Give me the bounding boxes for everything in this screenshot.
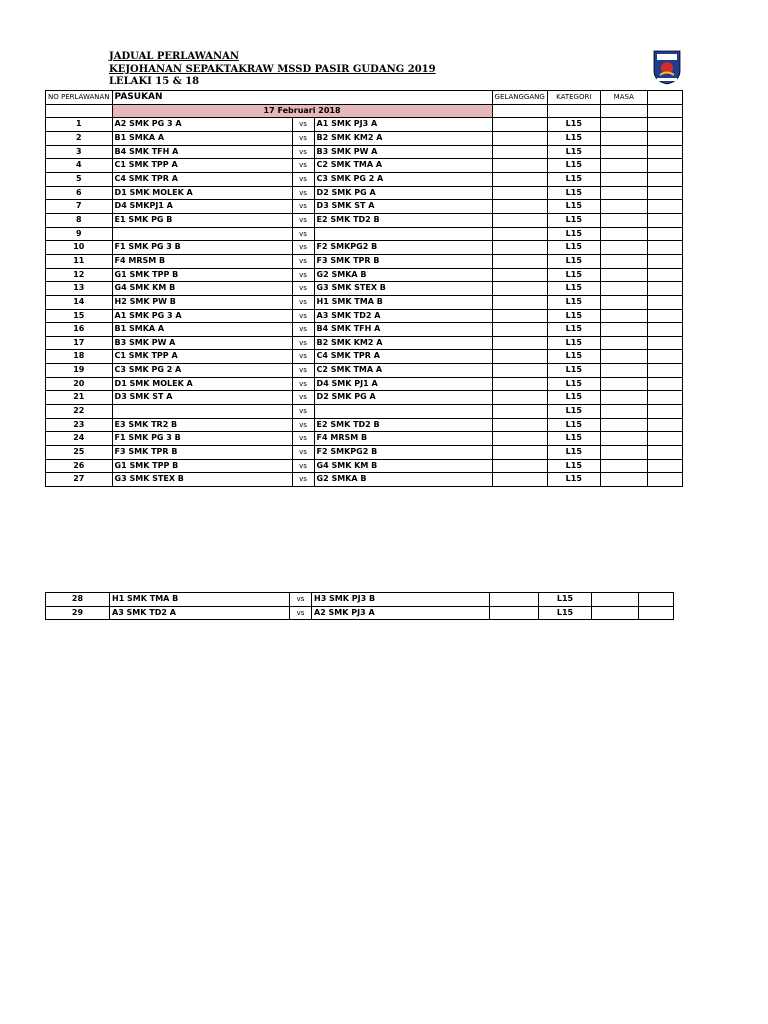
extra-cell xyxy=(647,118,682,132)
gelanggang-cell xyxy=(492,254,547,268)
kategori-cell: L15 xyxy=(547,159,600,173)
team-b: G4 SMK KM B xyxy=(314,459,492,473)
vs-label: vs xyxy=(292,131,314,145)
gelanggang-cell xyxy=(492,241,547,255)
team-b: B3 SMK PW A xyxy=(314,145,492,159)
table-row xyxy=(46,364,683,378)
match-number: 26 xyxy=(46,459,113,473)
table-row xyxy=(46,145,683,159)
masa-cell xyxy=(600,268,647,282)
table-row xyxy=(46,186,683,200)
masa-cell xyxy=(600,418,647,432)
masa-cell xyxy=(600,459,647,473)
extra-cell xyxy=(647,309,682,323)
kategori-cell: L15 xyxy=(539,606,592,620)
masa-cell xyxy=(600,323,647,337)
match-number: 10 xyxy=(46,241,113,255)
extra-cell xyxy=(647,131,682,145)
table-row xyxy=(46,295,683,309)
masa-cell xyxy=(600,213,647,227)
kategori-cell: L15 xyxy=(547,200,600,214)
masa-cell xyxy=(600,145,647,159)
col-header-blank xyxy=(647,91,682,105)
table-row xyxy=(46,350,683,364)
masa-cell xyxy=(600,446,647,460)
table-row xyxy=(46,241,683,255)
extra-cell xyxy=(647,172,682,186)
extra-cell xyxy=(647,364,682,378)
extra-cell xyxy=(647,459,682,473)
extra-cell xyxy=(647,295,682,309)
kategori-cell: L15 xyxy=(547,145,600,159)
vs-label: vs xyxy=(292,473,314,487)
vs-label: vs xyxy=(292,118,314,132)
team-a: B4 SMK TFH A xyxy=(112,145,292,159)
extra-cell xyxy=(647,200,682,214)
match-number: 16 xyxy=(46,323,113,337)
team-b: A2 SMK PJ3 A xyxy=(312,606,490,620)
team-b: C2 SMK TMA A xyxy=(314,364,492,378)
team-a: A1 SMK PG 3 A xyxy=(112,309,292,323)
team-b: C3 SMK PG 2 A xyxy=(314,172,492,186)
table-row xyxy=(46,268,683,282)
extra-cell xyxy=(647,254,682,268)
match-number: 18 xyxy=(46,350,113,364)
team-a: D1 SMK MOLEK A xyxy=(112,377,292,391)
table-row xyxy=(46,473,683,487)
kategori-cell: L15 xyxy=(547,172,600,186)
extra-match-rows xyxy=(46,593,674,620)
gelanggang-cell xyxy=(492,282,547,296)
extra-cell xyxy=(647,159,682,173)
extra-cell xyxy=(647,391,682,405)
team-b: A1 SMK PJ3 A xyxy=(314,118,492,132)
date-row-blank xyxy=(46,104,113,118)
team-b xyxy=(314,227,492,241)
gelanggang-cell xyxy=(490,606,539,620)
team-a: C4 SMK TPR A xyxy=(112,172,292,186)
col-header-masa: MASA xyxy=(600,91,647,105)
match-number: 15 xyxy=(46,309,113,323)
team-a: A2 SMK PG 3 A xyxy=(112,118,292,132)
masa-cell xyxy=(600,405,647,419)
tournament-title: KEJOHANAN SEPAKTAKRAW MSSD PASIR GUDANG 2019 xyxy=(109,63,436,75)
gelanggang-cell xyxy=(492,200,547,214)
gelanggang-cell xyxy=(492,186,547,200)
gelanggang-cell xyxy=(492,295,547,309)
kategori-cell: L15 xyxy=(547,336,600,350)
match-number: 3 xyxy=(46,145,113,159)
kategori-cell: L15 xyxy=(547,268,600,282)
gelanggang-cell xyxy=(492,227,547,241)
team-b: C4 SMK TPR A xyxy=(314,350,492,364)
kategori-cell: L15 xyxy=(547,391,600,405)
team-b: E2 SMK TD2 B xyxy=(314,418,492,432)
team-a: B1 SMKA A xyxy=(112,131,292,145)
gelanggang-cell xyxy=(492,172,547,186)
masa-cell xyxy=(600,118,647,132)
team-a: B3 SMK PW A xyxy=(112,336,292,350)
team-a: G3 SMK STEX B xyxy=(112,473,292,487)
masa-cell xyxy=(600,350,647,364)
team-b: F4 MRSM B xyxy=(314,432,492,446)
team-a: D1 SMK MOLEK A xyxy=(112,186,292,200)
gelanggang-cell xyxy=(492,309,547,323)
team-a xyxy=(112,227,292,241)
team-b: A3 SMK TD2 A xyxy=(314,309,492,323)
vs-label: vs xyxy=(292,323,314,337)
table-row xyxy=(46,159,683,173)
gelanggang-cell xyxy=(492,459,547,473)
gelanggang-cell xyxy=(492,159,547,173)
team-b: B4 SMK TFH A xyxy=(314,323,492,337)
vs-label: vs xyxy=(292,459,314,473)
table-row xyxy=(46,418,683,432)
match-number: 20 xyxy=(46,377,113,391)
extra-cell xyxy=(647,268,682,282)
extra-cell xyxy=(647,446,682,460)
team-a: F1 SMK PG 3 B xyxy=(112,241,292,255)
team-a: C1 SMK TPP A xyxy=(112,350,292,364)
gelanggang-cell xyxy=(492,377,547,391)
match-rows xyxy=(46,118,683,487)
team-a: G4 SMK KM B xyxy=(112,282,292,296)
team-b: H3 SMK PJ3 B xyxy=(312,593,490,607)
extra-cell xyxy=(647,227,682,241)
kategori-cell: L15 xyxy=(547,446,600,460)
match-number: 8 xyxy=(46,213,113,227)
gelanggang-cell xyxy=(492,336,547,350)
kategori-cell: L15 xyxy=(547,405,600,419)
kategori-cell: L15 xyxy=(547,213,600,227)
extra-cell xyxy=(647,241,682,255)
match-number: 17 xyxy=(46,336,113,350)
masa-cell xyxy=(600,377,647,391)
vs-label: vs xyxy=(292,309,314,323)
match-number: 28 xyxy=(46,593,110,607)
vs-label: vs xyxy=(292,405,314,419)
match-number: 1 xyxy=(46,118,113,132)
extra-cell xyxy=(647,405,682,419)
match-schedule-table xyxy=(45,90,683,487)
match-date: 17 Februari 2018 xyxy=(112,104,492,118)
kategori-cell: L15 xyxy=(547,432,600,446)
vs-label: vs xyxy=(292,432,314,446)
team-b: E2 SMK TD2 B xyxy=(314,213,492,227)
gelanggang-cell xyxy=(492,405,547,419)
match-number: 9 xyxy=(46,227,113,241)
team-a: F1 SMK PG 3 B xyxy=(112,432,292,446)
team-a: F3 SMK TPR B xyxy=(112,446,292,460)
masa-cell xyxy=(600,295,647,309)
masa-cell xyxy=(600,172,647,186)
vs-label: vs xyxy=(292,241,314,255)
extra-cell xyxy=(647,213,682,227)
masa-cell xyxy=(600,159,647,173)
kategori-cell: L15 xyxy=(547,282,600,296)
kategori-cell: L15 xyxy=(547,227,600,241)
table-row xyxy=(46,459,683,473)
table-row xyxy=(46,200,683,214)
team-b xyxy=(314,405,492,419)
match-number: 2 xyxy=(46,131,113,145)
table-row xyxy=(46,405,683,419)
kategori-cell: L15 xyxy=(547,377,600,391)
kategori-cell: L15 xyxy=(547,350,600,364)
extra-cell xyxy=(647,282,682,296)
masa-cell xyxy=(600,241,647,255)
masa-cell xyxy=(600,309,647,323)
gelanggang-cell xyxy=(492,364,547,378)
masa-cell xyxy=(600,227,647,241)
category-title: LELAKI 15 & 18 xyxy=(109,76,200,87)
team-a: B1 SMKA A xyxy=(112,323,292,337)
vs-label: vs xyxy=(292,159,314,173)
table-row xyxy=(46,606,674,620)
match-number: 29 xyxy=(46,606,110,620)
vs-label: vs xyxy=(292,336,314,350)
match-number: 12 xyxy=(46,268,113,282)
extra-cell xyxy=(647,145,682,159)
team-a: C1 SMK TPP A xyxy=(112,159,292,173)
team-b: D2 SMK PG A xyxy=(314,186,492,200)
gelanggang-cell xyxy=(492,391,547,405)
vs-label: vs xyxy=(292,391,314,405)
team-a: H1 SMK TMA B xyxy=(110,593,290,607)
team-a: E3 SMK TR2 B xyxy=(112,418,292,432)
extra-cell xyxy=(647,418,682,432)
vs-label: vs xyxy=(292,227,314,241)
team-a: F4 MRSM B xyxy=(112,254,292,268)
vs-label: vs xyxy=(292,282,314,296)
match-number: 4 xyxy=(46,159,113,173)
vs-label: vs xyxy=(290,606,312,620)
table-row xyxy=(46,172,683,186)
team-a xyxy=(112,405,292,419)
masa-cell xyxy=(592,593,639,607)
vs-label: vs xyxy=(292,268,314,282)
kategori-cell: L15 xyxy=(547,131,600,145)
gelanggang-cell xyxy=(492,145,547,159)
match-number: 22 xyxy=(46,405,113,419)
table-row xyxy=(46,213,683,227)
masa-cell xyxy=(600,391,647,405)
gelanggang-cell xyxy=(492,268,547,282)
match-number: 13 xyxy=(46,282,113,296)
team-a: D4 SMKPJ1 A xyxy=(112,200,292,214)
gelanggang-cell xyxy=(492,131,547,145)
vs-label: vs xyxy=(292,172,314,186)
team-b: B2 SMK KM2 A xyxy=(314,336,492,350)
gelanggang-cell xyxy=(492,473,547,487)
gelanggang-cell xyxy=(492,418,547,432)
kategori-cell: L15 xyxy=(547,186,600,200)
team-b: B2 SMK KM2 A xyxy=(314,131,492,145)
kategori-cell: L15 xyxy=(547,459,600,473)
vs-label: vs xyxy=(292,418,314,432)
table-row xyxy=(46,593,674,607)
col-header-kategori: KATEGORI xyxy=(547,91,600,105)
vs-label: vs xyxy=(292,200,314,214)
masa-cell xyxy=(600,200,647,214)
col-header-gelanggang: GELANGGANG xyxy=(492,91,547,105)
team-b: G2 SMKA B xyxy=(314,268,492,282)
extra-cell xyxy=(647,336,682,350)
team-b: F2 SMKPG2 B xyxy=(314,241,492,255)
masa-cell xyxy=(600,131,647,145)
vs-label: vs xyxy=(292,145,314,159)
gelanggang-cell xyxy=(492,432,547,446)
team-b: D4 SMK PJ1 A xyxy=(314,377,492,391)
school-crest-icon xyxy=(652,49,682,85)
gelanggang-cell xyxy=(490,593,539,607)
masa-cell xyxy=(600,473,647,487)
table-row xyxy=(46,254,683,268)
table-row xyxy=(46,391,683,405)
masa-cell xyxy=(600,336,647,350)
kategori-cell: L15 xyxy=(547,323,600,337)
team-a: D3 SMK ST A xyxy=(112,391,292,405)
kategori-cell: L15 xyxy=(547,473,600,487)
team-b: F3 SMK TPR B xyxy=(314,254,492,268)
extra-cell xyxy=(647,186,682,200)
kategori-cell: L15 xyxy=(547,364,600,378)
kategori-cell: L15 xyxy=(547,418,600,432)
title-block xyxy=(109,51,436,89)
team-a: E1 SMK PG B xyxy=(112,213,292,227)
match-number: 7 xyxy=(46,200,113,214)
masa-cell xyxy=(600,186,647,200)
extra-cell xyxy=(639,593,674,607)
table-row xyxy=(46,309,683,323)
masa-cell xyxy=(592,606,639,620)
gelanggang-cell xyxy=(492,350,547,364)
extra-match-table xyxy=(45,592,674,620)
team-b: F2 SMKPG2 B xyxy=(314,446,492,460)
team-a: G1 SMK TPP B xyxy=(112,459,292,473)
table-row xyxy=(46,131,683,145)
table-row xyxy=(46,227,683,241)
extra-cell xyxy=(647,377,682,391)
team-a: A3 SMK TD2 A xyxy=(110,606,290,620)
vs-label: vs xyxy=(292,377,314,391)
team-b: G2 SMKA B xyxy=(314,473,492,487)
team-a: G1 SMK TPP B xyxy=(112,268,292,282)
table-row xyxy=(46,446,683,460)
col-header-no: NO PERLAWANAN xyxy=(46,91,113,105)
kategori-cell: L15 xyxy=(547,118,600,132)
kategori-cell: L15 xyxy=(547,295,600,309)
table-row xyxy=(46,118,683,132)
table-row xyxy=(46,323,683,337)
match-number: 27 xyxy=(46,473,113,487)
team-b: D2 SMK PG A xyxy=(314,391,492,405)
table-row xyxy=(46,336,683,350)
masa-cell xyxy=(600,254,647,268)
col-header-pasukan: PASUKAN xyxy=(112,91,492,105)
match-number: 5 xyxy=(46,172,113,186)
date-row xyxy=(46,104,683,118)
vs-label: vs xyxy=(292,364,314,378)
team-b: G3 SMK STEX B xyxy=(314,282,492,296)
gelanggang-cell xyxy=(492,323,547,337)
gelanggang-cell xyxy=(492,446,547,460)
table-row xyxy=(46,282,683,296)
gelanggang-cell xyxy=(492,213,547,227)
extra-cell xyxy=(647,473,682,487)
vs-label: vs xyxy=(292,186,314,200)
match-number: 6 xyxy=(46,186,113,200)
vs-label: vs xyxy=(292,446,314,460)
masa-cell xyxy=(600,282,647,296)
match-number: 19 xyxy=(46,364,113,378)
vs-label: vs xyxy=(292,295,314,309)
table-row xyxy=(46,377,683,391)
extra-cell xyxy=(639,606,674,620)
match-number: 25 xyxy=(46,446,113,460)
match-number: 24 xyxy=(46,432,113,446)
match-number: 11 xyxy=(46,254,113,268)
gelanggang-cell xyxy=(492,118,547,132)
match-number: 23 xyxy=(46,418,113,432)
extra-cell xyxy=(647,350,682,364)
team-a: H2 SMK PW B xyxy=(112,295,292,309)
extra-cell xyxy=(647,432,682,446)
team-b: H1 SMK TMA B xyxy=(314,295,492,309)
match-number: 14 xyxy=(46,295,113,309)
masa-cell xyxy=(600,364,647,378)
table-row xyxy=(46,432,683,446)
vs-label: vs xyxy=(292,254,314,268)
masa-cell xyxy=(600,432,647,446)
header-row xyxy=(46,91,683,105)
vs-label: vs xyxy=(292,213,314,227)
match-number: 21 xyxy=(46,391,113,405)
vs-label: vs xyxy=(290,593,312,607)
vs-label: vs xyxy=(292,350,314,364)
team-b: D3 SMK ST A xyxy=(314,200,492,214)
kategori-cell: L15 xyxy=(547,254,600,268)
extra-cell xyxy=(647,323,682,337)
kategori-cell: L15 xyxy=(547,309,600,323)
team-a: C3 SMK PG 2 A xyxy=(112,364,292,378)
schedule-title: JADUAL PERLAWANAN xyxy=(109,51,239,62)
kategori-cell: L15 xyxy=(547,241,600,255)
kategori-cell: L15 xyxy=(539,593,592,607)
team-b: C2 SMK TMA A xyxy=(314,159,492,173)
